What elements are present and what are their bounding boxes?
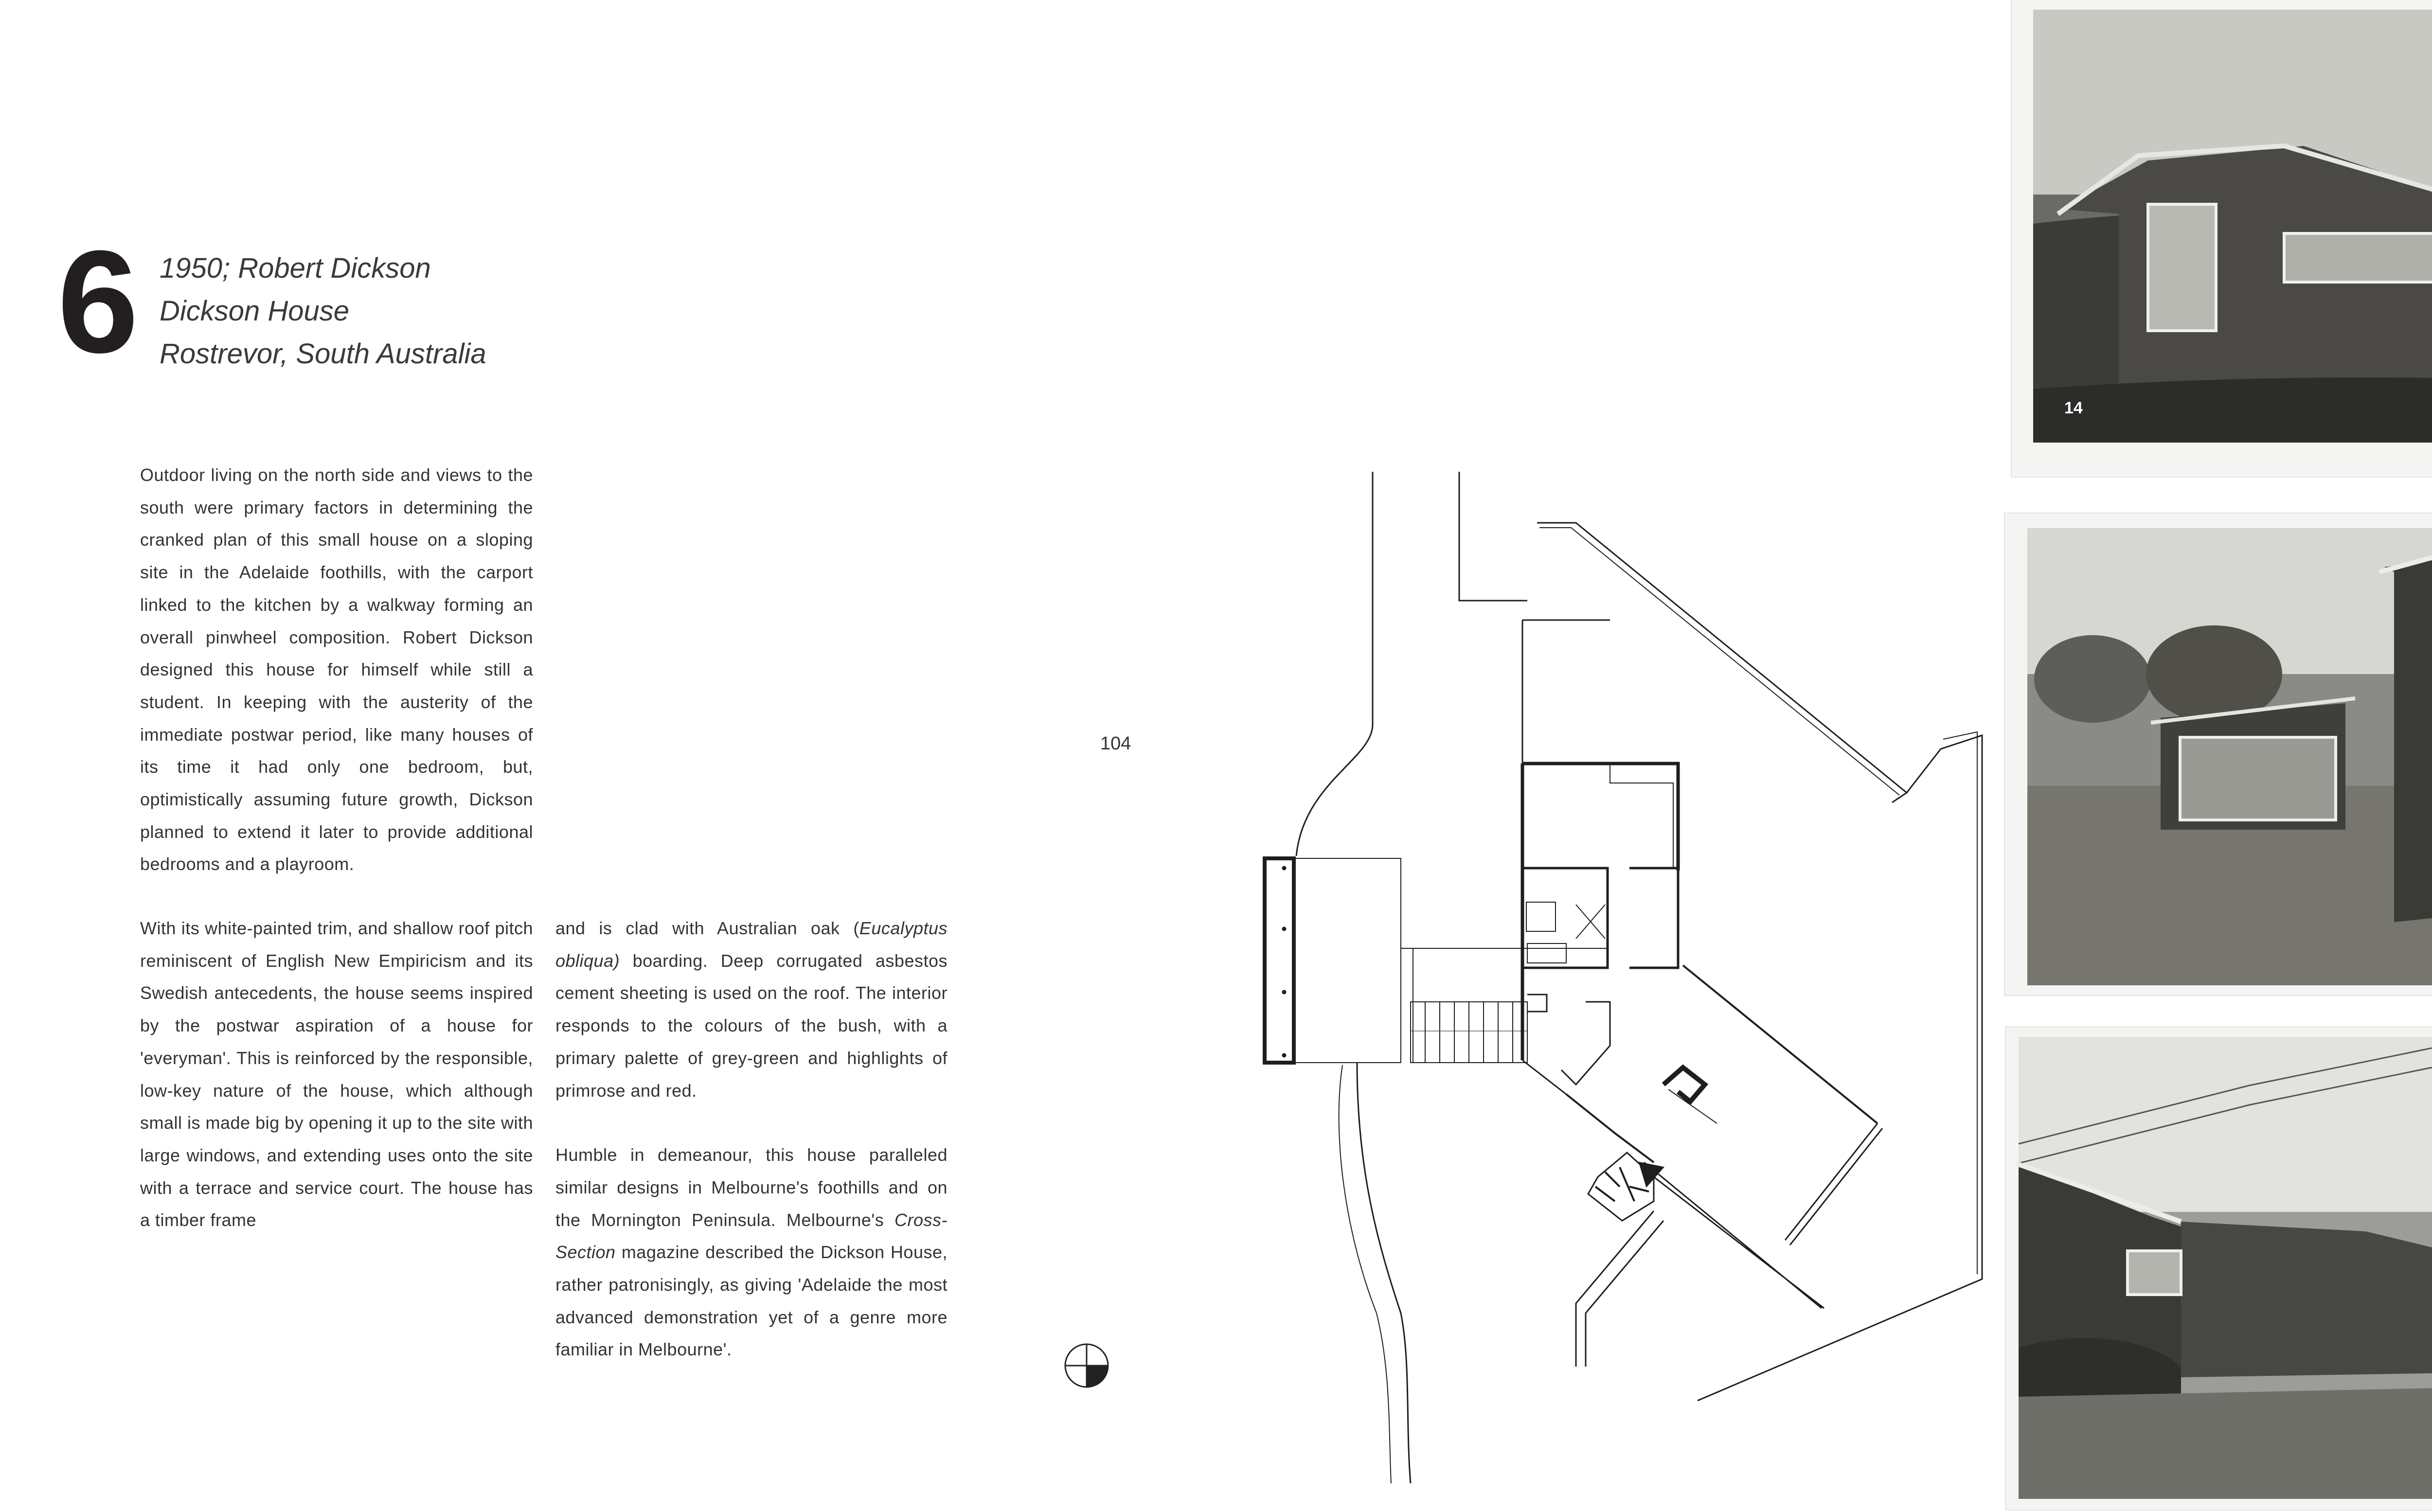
living-room [1566, 965, 1878, 1162]
carport [1265, 858, 1294, 1063]
fireplace [1663, 1067, 1705, 1102]
paragraph-4-text-b: magazine described the Dickson House, rather patronisingly, as giving 'Adelaide the most advanced demonstration yet of a genre more familiar in Melbourne'. [555, 1242, 948, 1360]
kitchen [1522, 995, 1566, 1094]
living-window [1785, 1123, 1882, 1245]
house-photo-2 [2005, 514, 2432, 995]
walkway [1401, 858, 1413, 1063]
boundary-top [1459, 472, 1527, 601]
kitchen-bench [1561, 1002, 1610, 1085]
page-number: 104 [1100, 733, 1131, 754]
boundary-angled-inner [1539, 528, 1899, 795]
house-location: Rostrevor, South Australia [160, 338, 486, 370]
species-name: Eucalyptus obliqua) [555, 918, 948, 971]
carport-roof [1294, 858, 1401, 1063]
floor-plan-drawing [1051, 467, 2004, 1488]
driveway-edge-lower-right [1339, 1065, 1391, 1483]
bedroom [1522, 764, 1678, 1060]
paragraph-1: Outdoor living on the north side and views to the south were primary factors in determining the cranked plan of this small house on a sloping site in the Adelaide foothills, with the carport linked to the kitchen by a walkway forming an overall pinwheel composition. Robert Dickson designed this house for himself while still a student. In keeping with the austerity of the immediate postwar period, like many houses of its time it had only one bedroom, but, optimistically assuming future growth, Dickson planned to extend it later to provide additional bedrooms and a playroom. [140, 465, 533, 874]
body-column-3 [555, 912, 948, 1366]
magazine-name: Cross-Section [555, 1210, 948, 1263]
body-column-2 [140, 912, 533, 1237]
entry-number: 6 [57, 220, 136, 383]
photo-frame-2 [2005, 514, 2432, 995]
bathroom [1522, 868, 1608, 968]
paragraph-4-text-a: Humble in demeanour, this house paralleled similar designs in Melbourne's foothills and on the Mornington Peninsula. Melbourne's [555, 1145, 948, 1230]
bedroom-wing-outline [1522, 620, 1610, 764]
photo-frame-1 [2012, 0, 2432, 477]
house-photo-3 [2006, 1027, 2432, 1510]
paragraph-3-text-a: and is clad with Australian oak ( [555, 918, 859, 938]
photo-number-label: 14 [2064, 399, 2083, 417]
bedroom-window [1610, 764, 1673, 868]
paragraph-4 [555, 1139, 948, 1366]
paragraph-3-text-b: boarding. Deep corrugated asbestos cement sheeting is used on the roof. The interior responds to the colours of the bush, with a primary palette of grey-green and highlights of primrose and red. [555, 950, 948, 1101]
photo-frame-3 [2006, 1027, 2432, 1510]
paragraph-2: With its white-painted trim, and shallow roof pitch reminiscent of English New Empiricism and its Swedish antecedents, the house seems inspired by the postwar aspiration of a house for 'everyman'. This is reinforced by the responsible, low-key nature of the house, which although small is made big by opening it up to the site with large windows, and extending uses onto the site with a terrace and service court. The house has a timber frame [140, 918, 533, 1230]
driveway-edge-left [1296, 472, 1373, 856]
driveway-edge-lower-left [1357, 1063, 1411, 1483]
boundary-angled [1537, 523, 1907, 802]
year-architect: 1950; Robert Dickson [160, 252, 431, 284]
boundary-right-inner [1943, 732, 1977, 1274]
entry-heading [160, 247, 486, 375]
house-name: Dickson House [160, 295, 350, 327]
boundary-right [1698, 735, 1982, 1401]
service-wall [1576, 1211, 1663, 1367]
body-column-1 [140, 459, 533, 881]
paragraph-3 [555, 912, 948, 1107]
